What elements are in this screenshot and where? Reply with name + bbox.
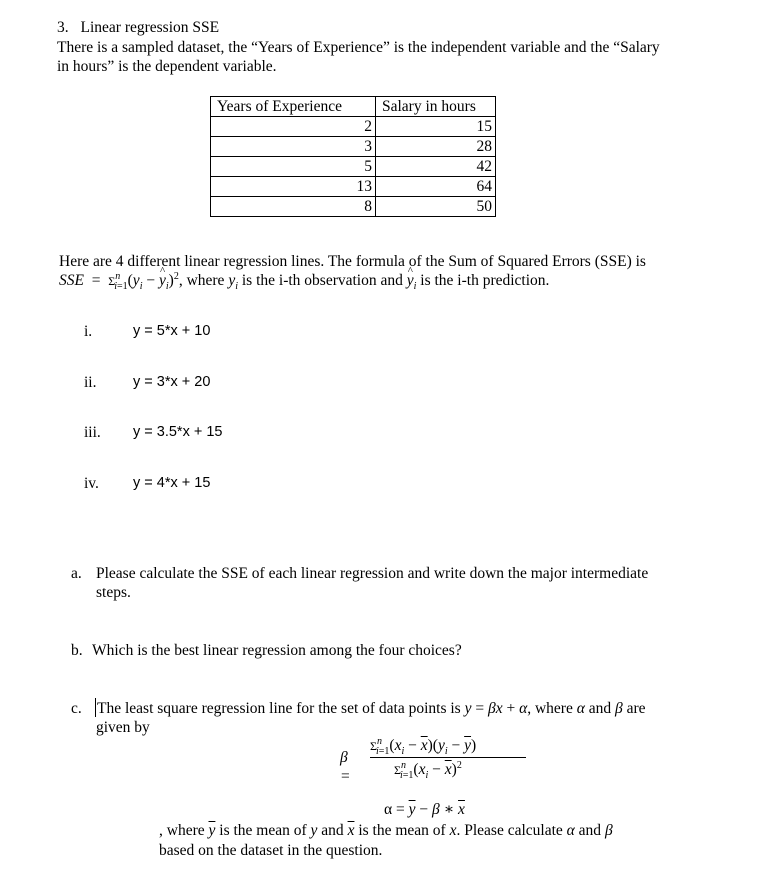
line-numeral-iii: iii. xyxy=(84,424,101,441)
part-c-where: , where xyxy=(159,822,205,839)
question-number: 3. xyxy=(57,19,69,36)
text-cursor xyxy=(95,698,96,717)
table-row xyxy=(211,137,496,157)
line-equation-iv: y = 4*x + 15 xyxy=(133,475,211,491)
part-c-and-2: and xyxy=(578,822,602,839)
intro-line-2: in hours” is the dependent variable. xyxy=(57,58,277,75)
part-c-calc: . Please calculate xyxy=(456,822,563,839)
part-c-text-a: The least square regression line for the set of data points is xyxy=(97,700,461,717)
cell-salary: 28 xyxy=(376,137,496,157)
sse-intro-line: Here are 4 different linear regression lines. The formula of the Sum of Squared Errors (SSE) is xyxy=(59,253,646,270)
line-numeral-i: i. xyxy=(84,323,93,340)
part-c-line-2: given by xyxy=(96,719,150,736)
fraction-bar xyxy=(370,757,526,758)
part-c-final-line-2: based on the dataset in the question. xyxy=(159,842,383,859)
part-c-and: and xyxy=(321,822,344,839)
sse-where: , where xyxy=(178,272,225,289)
question-heading xyxy=(57,18,219,37)
sse-formula-line: SSE = $\Sigma^n_{i=1}(y_i$ − ^ $y_i)^2$, where $y_i$ is the i-th observation and ^ $y_i$ is the i-th prediction. xyxy=(59,271,549,291)
part-c-final-line-1: , where $\overline{y}$ is the mean of y and $\overline{x}$ is the mean of x. Please calculate α and β xyxy=(159,822,613,839)
part-c-text-b: , where xyxy=(527,700,573,717)
table-row xyxy=(211,197,496,217)
intro-line-1: There is a sampled dataset, the “Years of Experience” is the independent variable and the “Salary xyxy=(57,39,660,56)
cell-salary: 50 xyxy=(376,197,496,217)
header-years: Years of Experience xyxy=(211,97,376,117)
cell-salary: 42 xyxy=(376,157,496,177)
line-numeral-iv: iv. xyxy=(84,475,99,492)
pred-symbol: ^ y xyxy=(407,271,414,290)
line-equation-ii: y = 3*x + 20 xyxy=(133,374,211,390)
question-title: Linear regression SSE xyxy=(80,19,220,36)
table-row xyxy=(211,157,496,177)
obs-text: is the i-th observation and xyxy=(241,272,403,289)
beta-numerator: $\Sigma^n_{i=1}(x_i - \overline{x})(y_i - \overline{y})$ xyxy=(370,735,477,758)
part-a-label: a. xyxy=(71,565,82,582)
part-c-text-d: are xyxy=(626,700,646,717)
part-c-mean-y: is the mean of xyxy=(219,822,307,839)
part-b-label: b. xyxy=(71,642,83,659)
table-row xyxy=(211,177,496,197)
dataset-table xyxy=(210,96,496,217)
part-a-line-2: steps. xyxy=(96,584,131,601)
cell-years: 5 xyxy=(211,157,376,177)
alpha-formula: $\alpha = \overline{y} - \beta$ ∗ $\overline{x}$ xyxy=(384,801,465,818)
table-header-row xyxy=(211,97,496,117)
cell-years: 3 xyxy=(211,137,376,157)
part-c-line-1: The least square regression line for the set of data points is y = βx + α, where α and β are xyxy=(97,700,646,717)
beta-denominator: $\Sigma^n_{i=1}(x_i - \overline{x})^2$ xyxy=(394,759,462,782)
line-numeral-ii: ii. xyxy=(84,374,97,391)
beta-lhs: β = xyxy=(340,749,351,785)
part-c-mean-x: is the mean of xyxy=(358,822,446,839)
header-salary: Salary in hours xyxy=(376,97,496,117)
sse-formula: = $\Sigma^n_{i=1}(y_i$ − ^ $y_i)^2$ xyxy=(88,272,179,289)
line-equation-iii: y = 3.5*x + 15 xyxy=(133,424,223,440)
line-equation-i: y = 5*x + 10 xyxy=(133,323,211,339)
obs-symbol: $y_i$ xyxy=(228,272,238,293)
part-c-text-c: and xyxy=(588,700,612,717)
regression-equation: y xyxy=(464,700,472,717)
part-b-text: Which is the best linear regression among the four choices? xyxy=(92,642,462,659)
pred-text: is the i-th prediction. xyxy=(420,272,550,289)
cell-years: 8 xyxy=(211,197,376,217)
cell-years: 2 xyxy=(211,117,376,137)
sse-label: SSE xyxy=(59,272,84,289)
part-c-label: c. xyxy=(71,700,82,717)
cell-salary: 15 xyxy=(376,117,496,137)
part-a-line-1: Please calculate the SSE of each linear regression and write down the major intermediate xyxy=(96,565,649,582)
cell-years: 13 xyxy=(211,177,376,197)
table-row xyxy=(211,117,496,137)
cell-salary: 64 xyxy=(376,177,496,197)
